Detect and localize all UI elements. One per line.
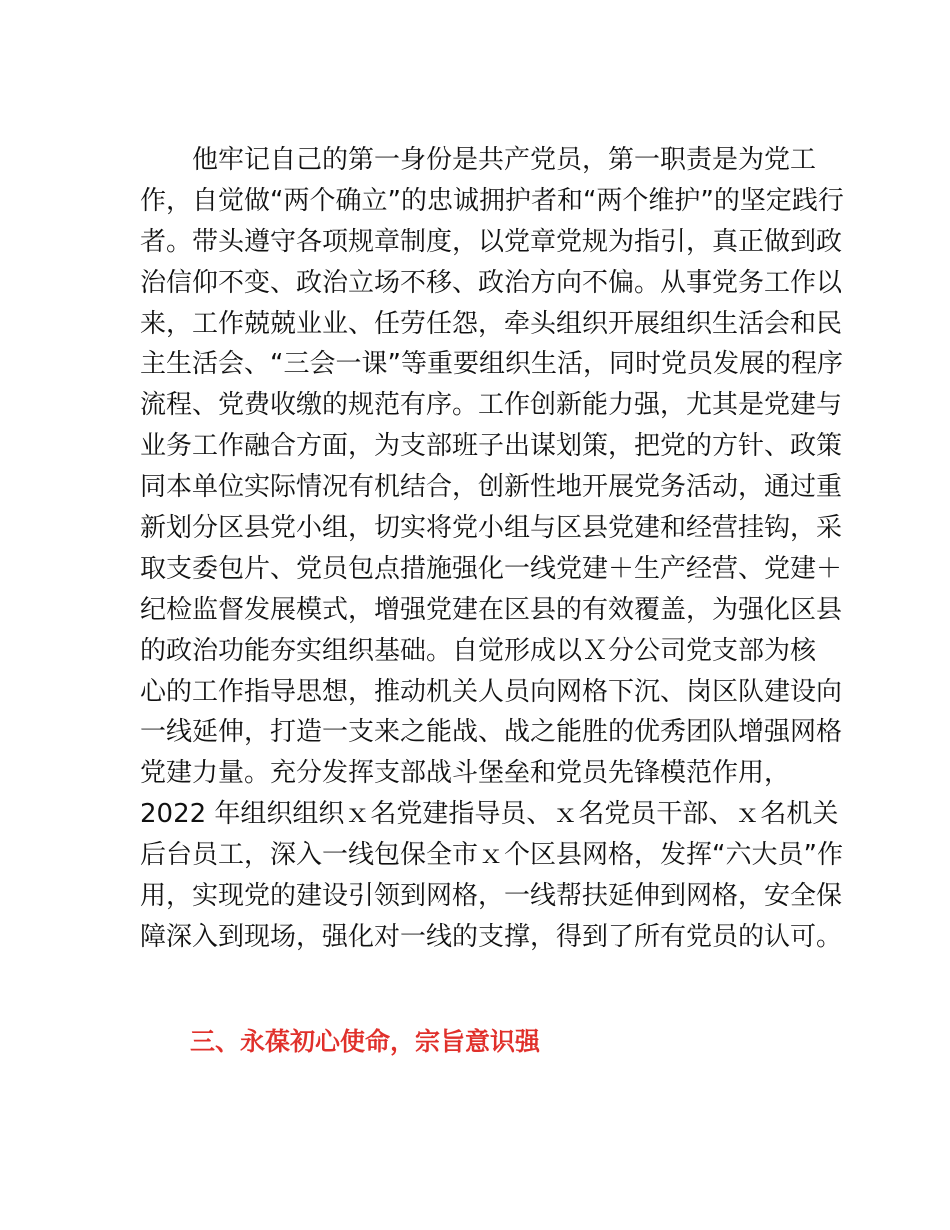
paragraph-line: 来，工作兢兢业业、任劳任怨，牵头组织开展组织生活会和民: [140, 308, 843, 339]
body-paragraph: [140, 140, 844, 958]
paragraph-line: 党建力量。充分发挥支部战斗堡垒和党员先锋模范作用，: [140, 758, 791, 789]
paragraph-line: 2022 年组织组织ｘ名党建指导员、ｘ名党员干部、ｘ名机关: [140, 799, 839, 830]
paragraph-line: 他牢记自己的第一身份是共产党员，第一职责是为党工: [192, 145, 817, 175]
section-heading: 三、永葆初心使命，宗旨意识强: [190, 1027, 541, 1056]
paragraph-line: 纪检监督发展模式，增强党建在区县的有效覆盖，为强化区县: [140, 594, 843, 625]
paragraph-line: 障深入到现场，强化对一线的支撑，得到了所有党员的认可。: [140, 921, 843, 952]
paragraph-line: 一线延伸，打造一支来之能战、战之能胜的优秀团队增强网格: [140, 717, 843, 748]
paragraph-line: 取支委包片、党员包点措施强化一线党建＋生产经营、党建＋: [140, 553, 843, 584]
paragraph-line: 同本单位实际情况有机结合，创新性地开展党务活动，通过重: [140, 472, 843, 503]
paragraph-line: 治信仰不变、政治立场不移、政治方向不偏。从事党务工作以: [140, 267, 843, 298]
paragraph-line: 用，实现党的建设引领到网格，一线帮扶延伸到网格，安全保: [140, 881, 843, 912]
paragraph-line: 者。带头遵守各项规章制度，以党章党规为指引，真正做到政: [140, 226, 843, 257]
paragraph-line: 后台员工，深入一线包保全市ｘ个区县网格，发挥“六大员”作: [140, 840, 843, 871]
paragraph-line: 新划分区县党小组，切实将党小组与区县党建和经营挂钩，采: [140, 513, 843, 544]
paragraph-line: 流程、党费收缴的规范有序。工作创新能力强，尤其是党建与: [140, 390, 843, 421]
paragraph-line: 主生活会、“三会一课”等重要组织生活，同时党员发展的程序: [140, 349, 843, 380]
paragraph-line: 的政治功能夯实组织基础。自觉形成以Ｘ分公司党支部为核: [140, 635, 817, 666]
paragraph-line: 作，自觉做“两个确立”的忠诚拥护者和“两个维护”的坚定践行: [140, 185, 844, 216]
paragraph-line: 心的工作指导思想，推动机关人员向网格下沉、岗区队建设向: [140, 676, 843, 707]
paragraph-line: 业务工作融合方面，为支部班子出谋划策，把党的方针、政策: [140, 431, 843, 462]
